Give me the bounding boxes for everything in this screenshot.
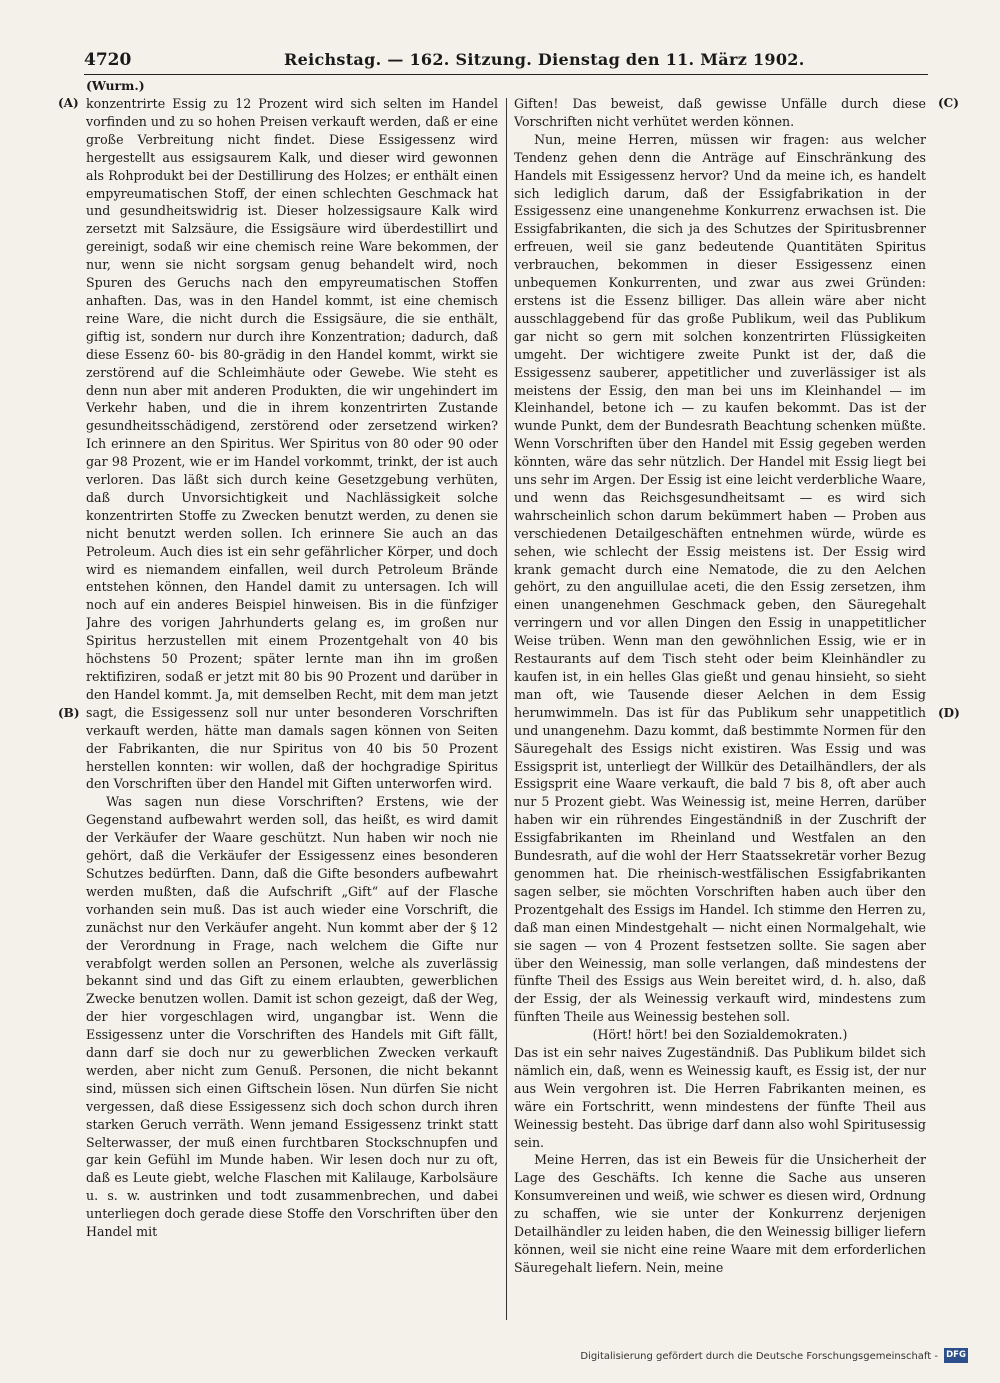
left-column <box>86 95 498 1320</box>
running-title: Reichstag. — 162. Sitzung. Dienstag den 11. März 1902. <box>284 50 805 69</box>
paragraph: Meine Herren, das ist ein Beweis für die Unsicherheit der Lage des Geschäfts. Ich kenne die Sache aus unseren Konsumvereinen und weiß, wie schwer es diesen wird, Ordnung zu schaffen, wie sie unter der Konkurrenz derjenigen Detailhändler zu leiden haben, die den Weinessig billiger liefern können, weil sie nicht eine reine Waare mit dem erforderlichen Säuregehalt liefern. Nein, meine <box>514 1152 926 1275</box>
paragraph: Das ist ein sehr naives Zugeständniß. Das Publikum bildet sich nämlich ein, daß, wenn es Weinessig kauft, es Essig ist, der nur aus Wein vergohren ist. Die Herren Fabrikanten meinen, es wäre ein Fortschritt, wenn mindestens der fünfte Theil aus Weinessig besteht. Das übrige darf dann also wohl Spiritusessig sein. <box>514 1045 926 1150</box>
paragraph: konzentrirte Essig zu 12 Prozent wird sich selten im Handel vorfinden und zu so hohen Preisen verkauft werden, daß er eine große Verbreitung nicht findet. Diese Essigessenz wird hergestellt aus essigsaurem Kalk, und dieser wird gewonnen als Rohprodukt bei der Destillirung des Holzes; er enthält einen empyreumatischen Stoff, der einen schlechten Geschmack hat und gesundheitswidrig ist. Dieser holzessigsaure Kalk wird zersetzt mit Salzsäure, die Essigsäure wird überdestillirt und gereinigt, sodaß wir eine chemisch reine Ware bekommen, der nur, wenn sie nicht sorgsam genug behandelt wird, noch Spuren des Geruchs nach den empyreumatischen Stoffen anhaften. Das, was in den Handel kommt, ist eine chemisch reine Ware, die nicht durch die Essigsäure, die sie enthält, giftig ist, sondern nur durch ihre Konzentration; dadurch, daß diese Essenz 60- bis 80-grädig in den Handel kommt, wirkt sie zerstörend auf die Schleimhäute oder Gewebe. Wie steht es denn nun aber mit anderen Produkten, die wir ungehindert im Verkehr haben, und die in ihrem konzentrirten Zustande gesundheitsschädigend, zerstörend oder zersetzend wirken? Ich erinnere an den Spiritus. Wer Spiritus von 80 oder 90 oder gar 98 Prozent, wie er im Handel vorkommt, trinkt, der ist auch verloren. Das läßt sich durch keine Gesetzgebung verhüten, daß durch Unvorsichtigkeit und Nachlässigkeit solche konzentrirten Stoffe zu Zwecken benutzt werden, zu denen sie nicht benutzt werden sollen. Ich erinnere Sie auch an das Petroleum. Auch dies ist ein sehr gefährlicher Körper, und doch wird es niemandem einfallen, weil durch Petroleum Brände entstehen können, den Handel damit zu untersagen. Ich will noch auf ein anderes Beispiel hinweisen. Bis in die fünfziger Jahre des vorigen Jahrhunderts gelang es, im großen nur Spiritus herzustellen mit einem Prozentgehalt von 40 bis höchstens 50 Prozent; später lernte man ihn im großen rektifiziren, sodaß er jetzt mit 80 bis 90 Prozent und darüber in den Handel kommt. Ja, mit demselben Recht, mit dem man jetzt sagt, die Essigessenz soll nur unter besonderen Vorschriften verkauft werden, hätte man damals sagen können von Seiten der Fabrikanten, die nur Spiritus von 40 bis 50 Prozent herstellen konnten: wir wollen, daß der hochgradige Spiritus den Vorschriften über den Handel mit Giften unterworfen wird. <box>86 96 498 792</box>
margin-mark-a: (A) <box>58 96 79 110</box>
interjection: (Hört! hört! bei den Sozialdemokraten.) <box>592 1027 848 1043</box>
paragraph: Giften! Das beweist, daß gewisse Unfälle durch diese Vorschriften nicht verhütet werden können. <box>514 96 926 129</box>
paragraph: Was sagen nun diese Vorschriften? Erstens, wie der Gegenstand aufbewahrt werden soll, das heißt, es wird damit der Verkäufer der Waare geschützt. Nun haben wir noch nie gehört, daß die Verkäufer der Essigessenz eines besonderen Schutzes bedürften. Dann, daß die Gifte besonders aufbewahrt werden mußten, daß die Aufschrift „Gift“ auf der Flasche vorhanden sein muß. Das ist auch wieder eine Vorschrift, die zunächst nur den Verkäufer angeht. Nun kommt aber der § 12 der Verordnung in Frage, nach welchem die Gifte nur verabfolgt werden sollen an Personen, welche als zuverlässig bekannt sind und das Gift zu einem erlaubten, gewerblichen Zwecke benutzen wollen. Damit ist schon gezeigt, daß der Weg, der hier vorgeschlagen wird, ungangbar ist. Wenn die Essigessenz unter die Vorschriften des Handels mit Gift fällt, dann darf sie doch nur zu gewerblichen Zwecken verkauft werden, aber nicht zum Genuß. Personen, die nicht bekannt sind, müssen sich einen Giftschein lösen. Nun dürfen Sie nicht vergessen, daß diese Essigessenz sich doch schon durch ihren starken Geruch verräth. Wenn jemand Essigessenz trinkt statt Selterwasser, der muß einen furchtbaren Stockschnupfen und gar kein Gefühl im Munde haben. Wir lesen doch nur zu oft, daß es Leute giebt, welche Flaschen mit Kalilauge, Karbolsäure u. s. w. austrinken und todt zusammenbrechen, und dabei unterliegen doch gerade diese Stoffe den Vorschriften über den Handel mit <box>86 794 498 1240</box>
right-column <box>514 95 926 1320</box>
margin-mark-d: (D) <box>938 706 960 720</box>
paragraph: Nun, meine Herren, müssen wir fragen: aus welcher Tendenz gehen denn die Anträge auf Einschränkung des Handels mit Essigessenz hervor? Und da meine ich, es handelt sich lediglich darum, daß der Essigfabrikation in der Essigessenz eine unangenehme Konkurrenz erwachsen ist. Die Essigfabrikanten, die sich ja des Schutzes der Spiritusbrenner erfreuen, weil sie ganz bedeutende Quantitäten Spiritus verbrauchen, bekommen in dieser Essigessenz einen unbequemen Konkurrenten, und zwar aus zwei Gründen: erstens ist die Essenz billiger. Das allein wäre aber nicht ausschlaggebend für das große Publikum, weil das Publikum gar nicht so gern mit solchen konzentrirten Flüssigkeiten umgeht. Der wichtigere zweite Punkt ist der, daß die Essigessenz sauberer, appetitlicher und zuverlässiger ist als meistens der Essig, den man bei uns im Kleinhandel — im Kleinhandel, betone ich — zu kaufen bekommt. Das ist der wunde Punkt, dem der Bundesrath Beachtung schenken müßte. Wenn Vorschriften über den Handel mit Essig gegeben werden könnten, wäre das sehr nützlich. Der Handel mit Essig liegt bei uns sehr im Argen. Der Essig ist eine leicht verderbliche Waare, und wenn das Reichsgesundheitsamt — es wird sich wahrscheinlich schon darum bekümmert haben — Proben aus verschiedenen Detailgeschäften entnehmen würde, würde es sehen, wie schlecht der Essig meistens ist. Der Essig wird krank gemacht durch eine Nematode, die zu den Aelchen gehört, zu den anguillulae aceti, die den Essig zersetzen, ihm einen unangenehmen Geschmack geben, den Säuregehalt verringern und vor allen Dingen den Essig in unappetitlicher Weise trüben. Wenn man den gewöhnlichen Essig, wie er in Restaurants auf dem Tisch steht oder beim Kleinhändler zu kaufen ist, in ein helles Glas gießt und genau hinsieht, so sieht man oft, wie Tausende dieser Aelchen in dem Essig herumwimmeln. Das ist für das Publikum sehr unappetitlich und unangenehm. Dazu kommt, daß bestimmte Normen für den Säuregehalt des Essigs nicht existiren. Was Essig und was Essigsprit ist, unterliegt der Willkür des Detailhändlers, der als Essigsprit eine Waare verkauft, die bald 7 bis 8, oft aber auch nur 5 Prozent giebt. Was Weinessig ist, meine Herren, darüber haben wir ein rührendes Eingeständniß in der Zuschrift der Essigfabrikanten im Rheinland und Westfalen an den Bundesrath, auf die wohl der Herr Staatssekretär vorher Bezug genommen hat. Die rheinisch-westfälischen Essigfabrikanten sagen selber, sie möchten Vorschriften haben auch über den Prozentgehalt des Essigs im Handel. Ich stimme den Herren zu, daß man einen Mindestgehalt — nicht einen Normalgehalt, wie sie sagen — von 4 Prozent festsetzen sollte. Sie sagen aber über den Weinessig, man solle verlangen, daß mindestens der fünfte Theil des Essigs aus Wein bereitet wird, d. h. also, daß der Essig, der als Weinessig verkauft wird, mindestens zum fünften Theile aus Weinessig bestehen soll. <box>514 131 926 1025</box>
margin-mark-c: (C) <box>938 96 959 110</box>
speaker-label: (Wurm.) <box>86 78 145 93</box>
page-number: 4720 <box>84 50 132 70</box>
column-divider <box>506 98 507 1320</box>
digitization-note: Digitalisierung gefördert durch die Deutsche Forschungsgemeinschaft - <box>580 1351 938 1362</box>
page-header <box>84 48 928 75</box>
dfg-logo-icon: DFG <box>944 1348 968 1363</box>
margin-mark-b: (B) <box>58 706 80 720</box>
